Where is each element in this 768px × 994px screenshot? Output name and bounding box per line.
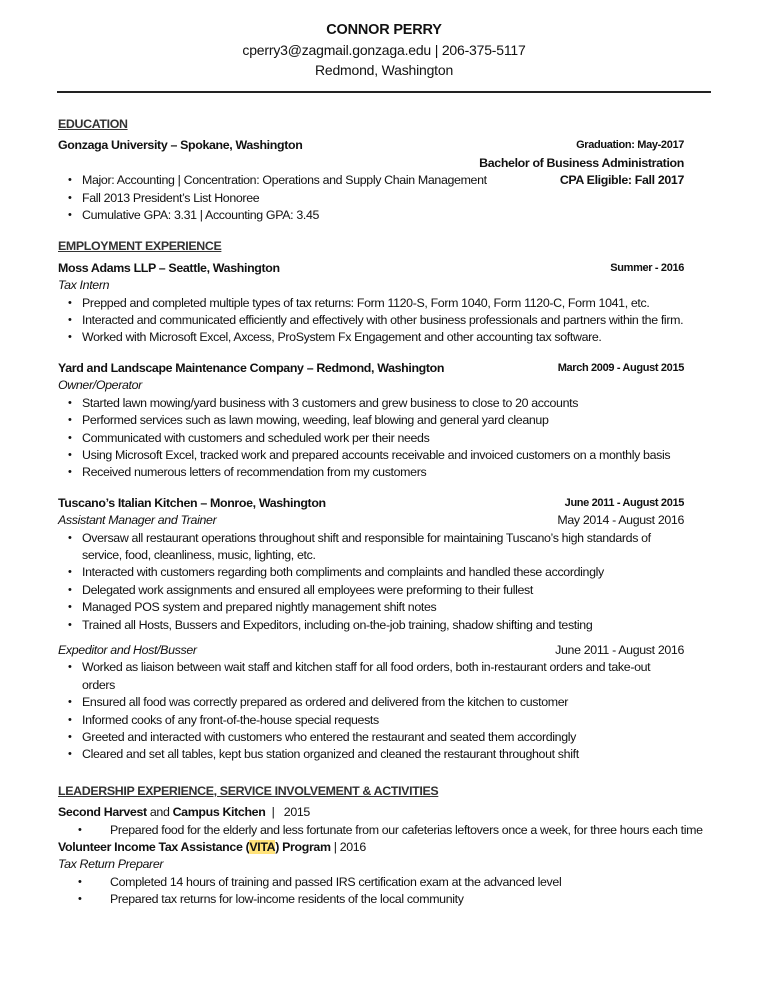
education-bullet-row — [58, 172, 684, 189]
section-heading-leadership: LEADERSHIP EXPERIENCE, SERVICE INVOLVEMENT & ACTIVITIES — [58, 783, 439, 798]
list-item: • Managed POS system and prepared nightly management shift notes — [82, 599, 684, 616]
activity-header — [58, 839, 684, 856]
role-header — [58, 512, 684, 529]
list-item: • Prepared food for the elderly and less fortunate from our cafeterias leftovers once a week, for three hours each time — [110, 822, 710, 839]
conjunction: and — [146, 805, 173, 820]
job-dates: Summer - 2016 — [610, 261, 684, 274]
organization-name: Campus Kitchen — [172, 805, 266, 820]
company-name: Moss Adams LLP – Seattle, Washington — [58, 260, 280, 275]
resume-body — [58, 116, 703, 909]
list-item: • Major: Accounting | Concentration: Operations and Supply Chain Management — [82, 172, 487, 189]
section-heading-employment: EMPLOYMENT EXPERIENCE — [58, 239, 222, 254]
list-item: • Cleared and set all tables, kept bus station organized and cleaned the restaurant throughout shift — [82, 746, 684, 763]
job-title: Expeditor and Host/Busser — [58, 642, 197, 657]
list-item: • Trained all Hosts, Bussers and Expeditors, including on-the-job training, shadow shifting and testing — [82, 617, 684, 634]
role-header — [58, 642, 684, 659]
list-item: • Interacted and communicated efficiently and effectively with other business professionals and partners within the firm. — [82, 312, 684, 329]
job-bullets — [58, 295, 684, 347]
list-item: • Oversaw all restaurant operations throughout shift and responsible for maintaining Tuscano’s high standards of service, food, cleanliness, music, lighting, etc. — [82, 530, 684, 565]
organization-name-prefix: Volunteer Income Tax Assistance ( — [58, 840, 250, 855]
job-title: Assistant Manager and Trainer — [58, 513, 217, 528]
list-item: • Prepped and completed multiple types of tax returns: Form 1120-S, Form 1040, Form 1120-C, Form 1041, etc. — [82, 295, 684, 312]
job-bullets — [58, 530, 684, 634]
list-item: • Worked as liaison between wait staff and kitchen staff for all food orders, both in-restaurant orders and take-out orders — [82, 659, 684, 694]
organization-name-suffix: ) Program — [275, 840, 331, 855]
list-item: • Communicated with customers and scheduled work per their needs — [82, 430, 684, 447]
header-divider — [57, 91, 711, 93]
list-item: • Greeted and interacted with customers who entered the restaurant and seated them accordingly — [82, 729, 684, 746]
list-item: • Started lawn mowing/yard business with 3 customers and grew business to close to 20 accounts — [82, 395, 684, 412]
list-item: • Ensured all food was correctly prepared as ordered and delivered from the kitchen to customer — [82, 694, 684, 711]
list-item: • Received numerous letters of recommendation from my customers — [82, 464, 684, 481]
activity-role: Tax Return Preparer — [58, 857, 164, 872]
company-name: Tuscano’s Italian Kitchen – Monroe, Washington — [58, 495, 326, 510]
list-item: • Interacted with customers regarding both compliments and complaints and handled these accordingly — [82, 564, 684, 581]
list-item: • Informed cooks of any front-of-the-house special requests — [82, 712, 684, 729]
role-dates: May 2014 - August 2016 — [557, 513, 684, 528]
school-name: Gonzaga University – Spokane, Washington — [58, 138, 303, 153]
list-item: • Prepared tax returns for low-income residents of the local community — [110, 891, 710, 908]
contact-info: cperry3@zagmail.gonzaga.edu | 206-375-5117 — [242, 42, 526, 58]
job-title: Tax Intern — [58, 278, 110, 293]
list-item: • Fall 2013 President’s List Honoree — [82, 190, 684, 207]
degree: Bachelor of Business Administration — [479, 155, 684, 170]
organization-name: Second Harvest — [58, 805, 147, 820]
education-bullets — [58, 172, 487, 189]
cpa-eligibility: CPA Eligible: Fall 2017 — [559, 173, 684, 188]
resume-header — [0, 20, 768, 80]
job-header — [58, 495, 684, 512]
activity-year: | 2016 — [330, 840, 366, 855]
job-bullets — [58, 659, 684, 763]
activity-year: | 2015 — [265, 805, 310, 820]
list-item: • Worked with Microsoft Excel, Axcess, ProSystem Fx Engagement and other accounting tax software. — [82, 329, 684, 346]
role-dates: June 2011 - August 2016 — [555, 642, 684, 657]
activity-bullets — [58, 874, 710, 909]
activity-header — [58, 804, 684, 821]
job-bullets — [58, 395, 684, 482]
list-item: • Cumulative GPA: 3.31 | Accounting GPA: 3.45 — [82, 207, 684, 224]
section-heading-education: EDUCATION — [58, 117, 128, 131]
list-item: • Performed services such as lawn mowing, weeding, leaf blowing and general yard cleanup — [82, 412, 684, 429]
job-dates: June 2011 - August 2015 — [564, 496, 684, 509]
list-item: • Completed 14 hours of training and passed IRS certification exam at the advanced level — [110, 874, 710, 891]
activity-bullets — [58, 822, 710, 839]
vita-highlight: VITA — [249, 840, 276, 855]
school-row — [58, 137, 684, 154]
list-item: • Using Microsoft Excel, tracked work and prepared accounts receivable and invoiced customers on a monthly basis — [82, 447, 684, 464]
company-name: Yard and Landscape Maintenance Company – Redmond, Washington — [58, 360, 445, 375]
job-dates: March 2009 - August 2015 — [557, 361, 684, 374]
job-title: Owner/Operator — [58, 378, 142, 393]
location: Redmond, Washington — [314, 62, 454, 78]
job-header — [58, 260, 684, 277]
education-bullets — [58, 190, 684, 225]
candidate-name: CONNOR PERRY — [326, 22, 442, 38]
graduation-date: Graduation: May-2017 — [576, 139, 684, 152]
list-item: • Delegated work assignments and ensured all employees were preforming to their fullest — [82, 582, 684, 599]
job-header — [58, 360, 684, 377]
